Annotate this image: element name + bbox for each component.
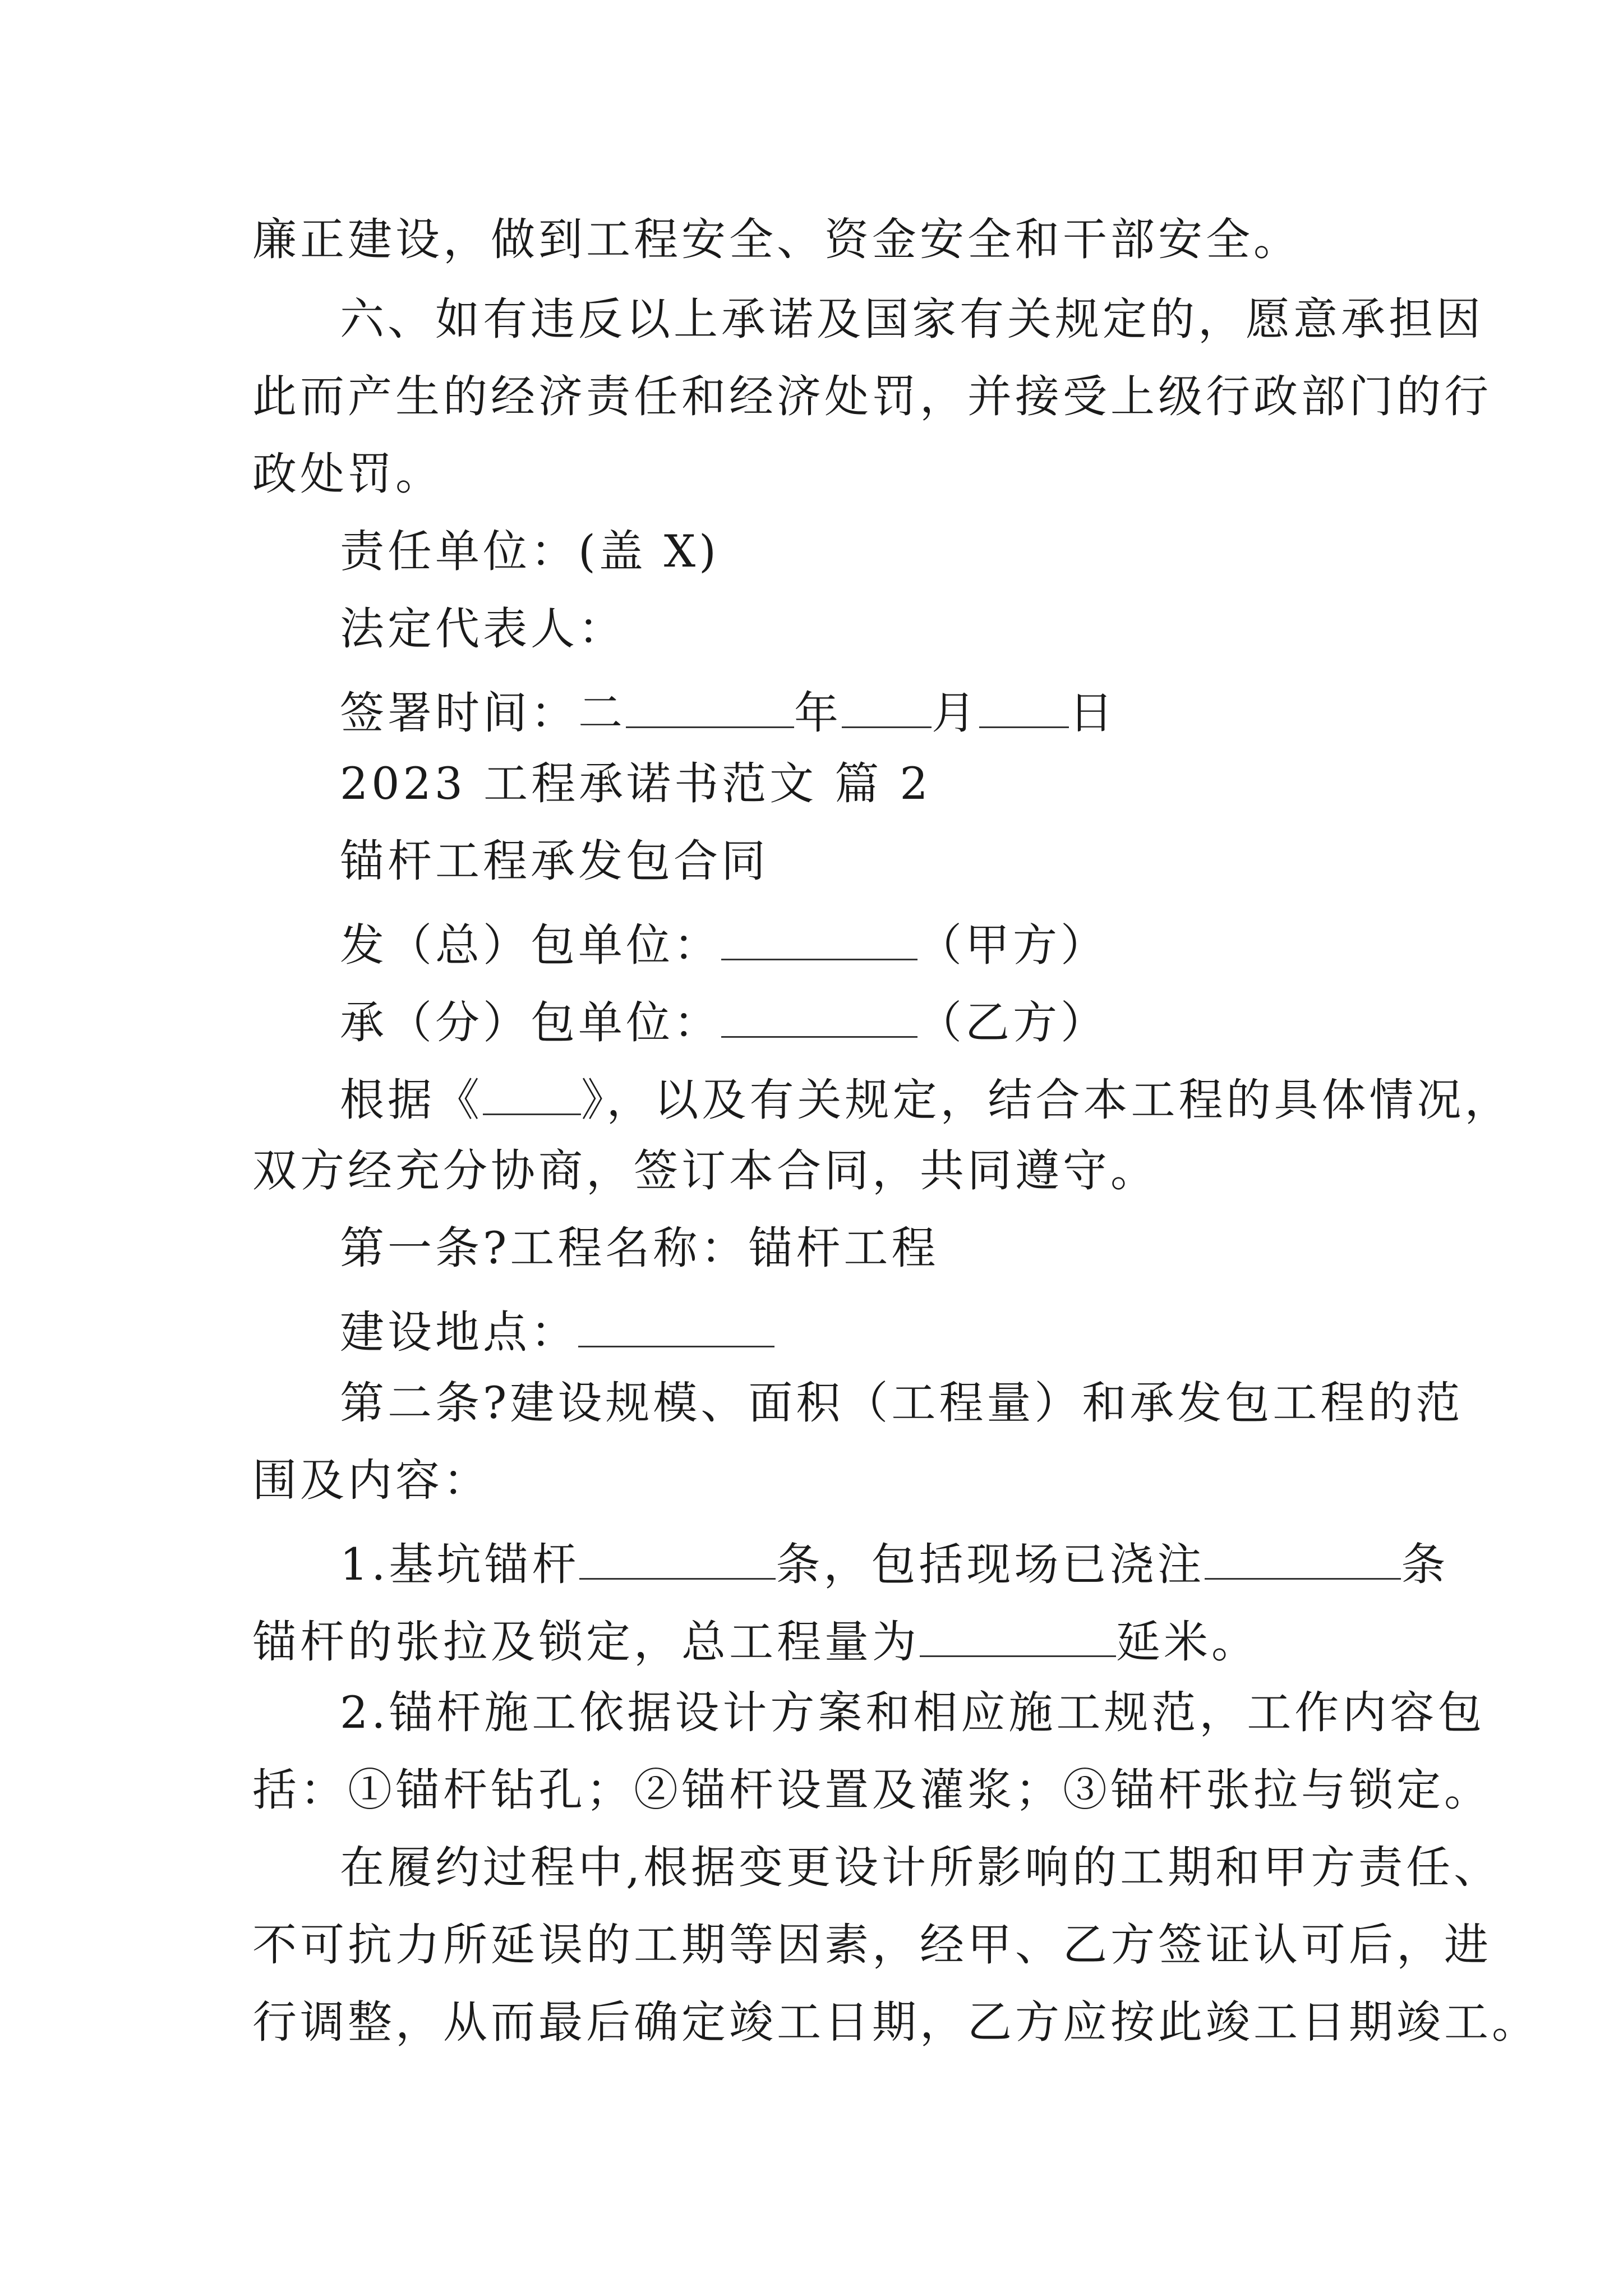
text-line: 行调整，从而最后确定竣工日期，乙方应按此竣工日期竣工。 bbox=[252, 1996, 1539, 2048]
day-label: 日 bbox=[1069, 687, 1117, 739]
signing-date-label: 签署时间：二 bbox=[340, 687, 626, 739]
day-blank[interactable] bbox=[979, 684, 1069, 728]
text-line: 法定代表人： bbox=[340, 603, 626, 655]
text-line: 不可抗力所延误的工期等因素，经甲、乙方签证认可后，进 bbox=[252, 1919, 1492, 1971]
party-b-suffix: （乙方） bbox=[917, 997, 1108, 1049]
item-1-middle: 条，包括现场已浇注 bbox=[776, 1539, 1205, 1591]
text-line: 括：①锚杆钻孔；②锚杆设置及灌浆；③锚杆张拉与锁定。 bbox=[252, 1764, 1492, 1816]
party-a-line bbox=[340, 917, 1108, 972]
month-label: 月 bbox=[932, 687, 979, 739]
poured-count-blank[interactable] bbox=[1205, 1536, 1401, 1580]
text-line: 双方经充分协商，签订本合同，共同遵守。 bbox=[252, 1145, 1158, 1197]
location-line bbox=[340, 1304, 774, 1359]
year-label: 年 bbox=[794, 687, 842, 739]
text-line: 六、如有违反以上承诺及国家有关规定的，愿意承担因 bbox=[340, 293, 1484, 345]
text-line: 廉正建设，做到工程安全、资金安全和干部安全。 bbox=[252, 214, 1301, 265]
text-line: 2.锚杆施工依据设计方案和相应施工规范，工作内容包 bbox=[340, 1687, 1486, 1738]
party-a-blank[interactable] bbox=[721, 917, 917, 960]
party-b-blank[interactable] bbox=[721, 994, 917, 1038]
signing-date-line bbox=[340, 684, 1117, 739]
total-length-blank[interactable] bbox=[920, 1613, 1116, 1657]
text-line: 在履约过程中,根据变更设计所影响的工期和甲方责任、 bbox=[340, 1842, 1502, 1893]
party-a-label: 发（总）包单位： bbox=[340, 919, 721, 972]
location-label: 建设地点： bbox=[340, 1306, 578, 1359]
anchor-count-blank[interactable] bbox=[579, 1536, 776, 1580]
total-quantity-prefix: 锚杆的张拉及锁定，总工程量为 bbox=[252, 1616, 920, 1668]
year-blank[interactable] bbox=[626, 684, 794, 728]
article-2: 第二条?建设规模、面积（工程量）和承发包工程的范 bbox=[340, 1377, 1464, 1429]
party-a-suffix: （甲方） bbox=[917, 919, 1108, 972]
total-quantity-line bbox=[252, 1613, 1259, 1668]
text-line: 责任单位：(盖 X) bbox=[340, 526, 720, 577]
month-blank[interactable] bbox=[842, 684, 932, 728]
basis-suffix: 》，以及有关规定，结合本工程的具体情况， bbox=[581, 1074, 1513, 1126]
total-quantity-suffix: 延米。 bbox=[1116, 1616, 1259, 1668]
party-b-line bbox=[340, 994, 1108, 1049]
item-1-suffix: 条 bbox=[1401, 1539, 1449, 1591]
item-1-prefix: 1.基坑锚杆 bbox=[340, 1539, 580, 1591]
section-heading: 2023 工程承诺书范文 篇 2 bbox=[340, 758, 932, 809]
basis-line bbox=[340, 1071, 1513, 1126]
contract-title: 锚杆工程承发包合同 bbox=[340, 835, 769, 887]
text-line: 围及内容： bbox=[252, 1455, 491, 1506]
party-b-label: 承（分）包单位： bbox=[340, 997, 721, 1049]
text-line: 政处罚。 bbox=[252, 448, 443, 500]
basis-prefix: 根据《 bbox=[340, 1074, 483, 1126]
regulation-blank[interactable] bbox=[483, 1071, 581, 1115]
text-line: 此而产生的经济责任和经济处罚，并接受上级行政部门的行 bbox=[252, 371, 1492, 422]
location-blank[interactable] bbox=[578, 1304, 774, 1347]
item-1-line bbox=[340, 1536, 1449, 1591]
article-1: 第一条?工程名称：锚杆工程 bbox=[340, 1222, 939, 1274]
